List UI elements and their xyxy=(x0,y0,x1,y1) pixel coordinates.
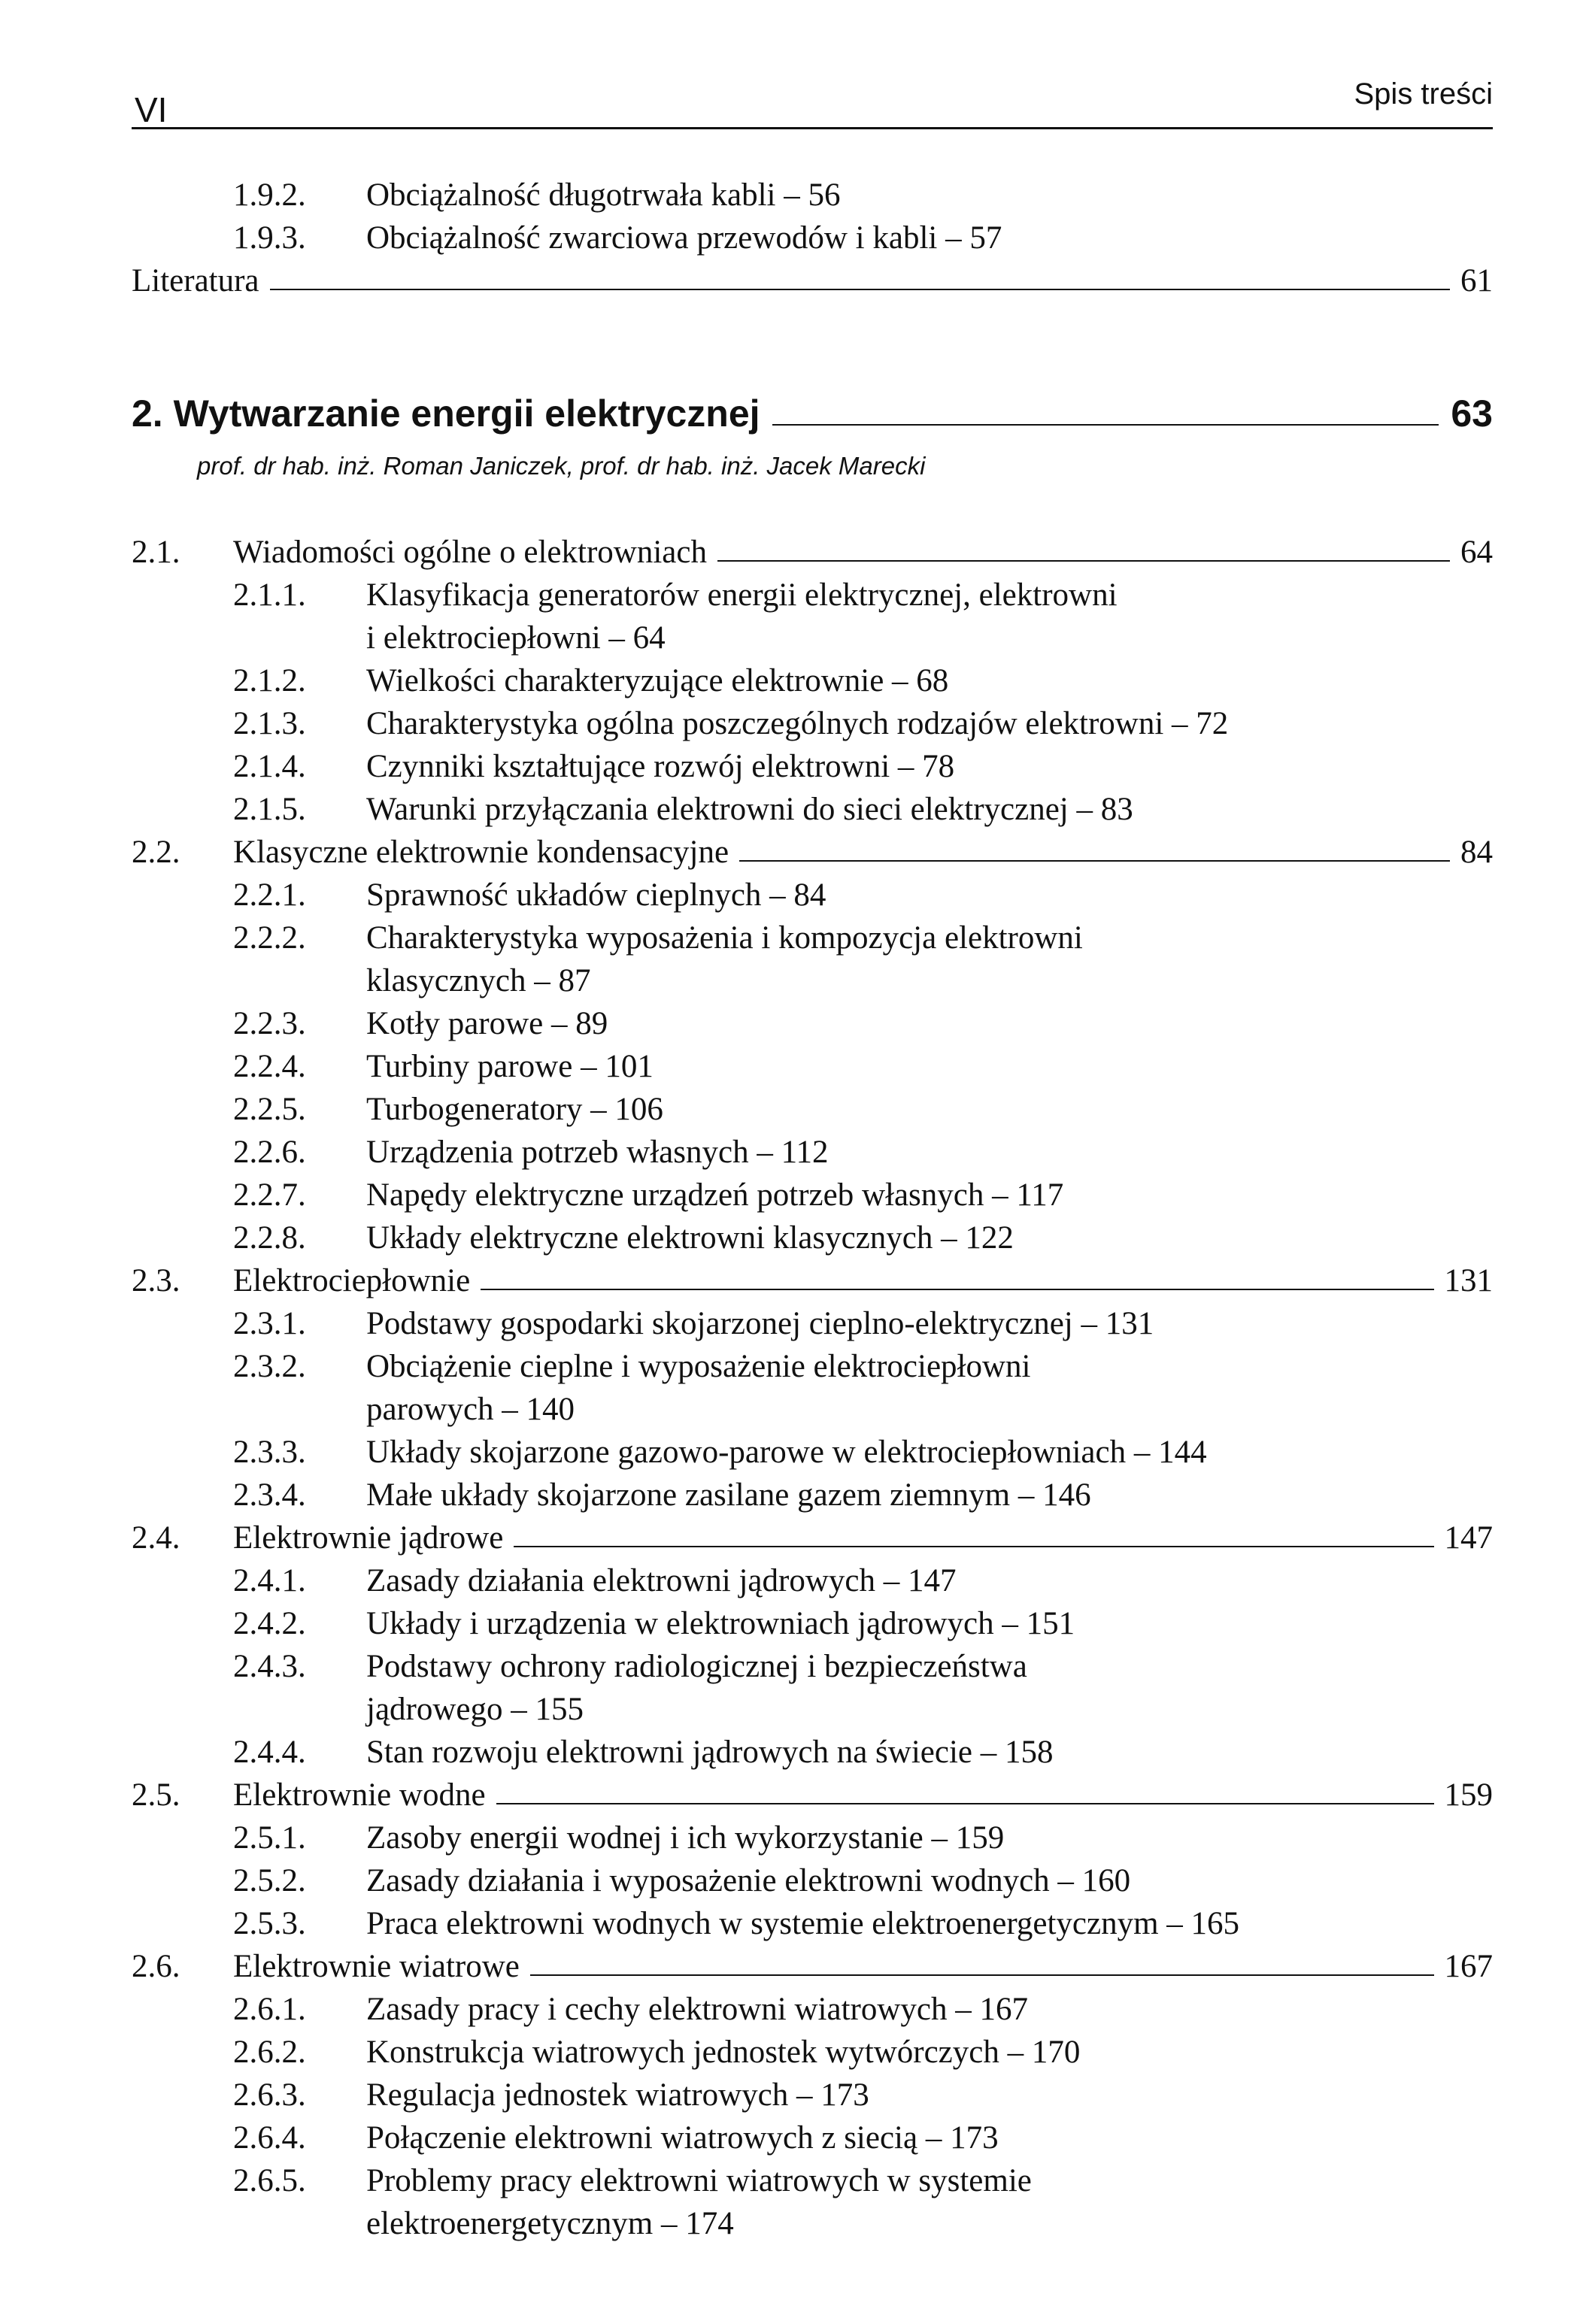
subsection-number: 2.6.5. xyxy=(233,2163,306,2198)
section-page: 147 xyxy=(1444,1520,1493,1556)
subsection-number: 2.6.1. xyxy=(233,1992,306,2027)
subsection-title: Klasyfikacja generatorów energii elektrycznej, elektrowni xyxy=(366,577,1118,613)
leader-line xyxy=(270,289,1450,290)
toc-subsection xyxy=(233,1649,1027,1727)
subsection-title: Układy skojarzone gazowo-parowe w elektrociepłowniach – 144 xyxy=(366,1435,1207,1470)
subsection-title: Sprawność układów cieplnych – 84 xyxy=(366,877,826,913)
subsection-number: 2.2.6. xyxy=(233,1135,306,1170)
section-title: Wiadomości ogólne o elektrowniach xyxy=(233,535,707,570)
subsection-title: Stan rozwoju elektrowni jądrowych na świecie – 158 xyxy=(366,1735,1054,1770)
literatura-page: 61 xyxy=(1460,263,1493,298)
subsection-title: Charakterystyka wyposażenia i kompozycja elektrowni xyxy=(366,920,1083,956)
section-number: 2.4. xyxy=(132,1520,180,1556)
subsection-title-cont: parowych – 140 xyxy=(366,1392,575,1427)
subsection-title: Regulacja jednostek wiatrowych – 173 xyxy=(366,2077,869,2113)
leader-line xyxy=(717,560,1450,562)
subsection-number: 2.2.8. xyxy=(233,1220,306,1256)
section-number: 2.2. xyxy=(132,835,180,870)
chapter-title: 2. Wytwarzanie energii elektrycznej xyxy=(132,392,760,435)
leader-line xyxy=(496,1803,1434,1804)
toc-subsection xyxy=(233,1220,1014,1256)
subsection-title: Małe układy skojarzone zasilane gazem ziemnym – 146 xyxy=(366,1477,1091,1513)
subsection-number: 2.5.1. xyxy=(233,1820,306,1856)
subsection-number: 2.4.3. xyxy=(233,1649,306,1684)
toc-subsection xyxy=(233,2163,1032,2241)
subsection-title: Problemy pracy elektrowni wiatrowych w systemie xyxy=(366,2163,1032,2198)
toc-subsection xyxy=(233,1606,1075,1641)
section-number: 2.6. xyxy=(132,1949,180,1984)
subsection-number: 2.1.1. xyxy=(233,577,306,613)
subsection-title: Charakterystyka ogólna poszczególnych rodzajów elektrowni – 72 xyxy=(366,706,1229,741)
section-title: Klasyczne elektrownie kondensacyjne xyxy=(233,835,729,870)
subsection-title: Turbiny parowe – 101 xyxy=(366,1049,654,1084)
subsection-number: 2.4.2. xyxy=(233,1606,306,1641)
section-page: 84 xyxy=(1460,835,1493,870)
section-title: Elektrownie wodne xyxy=(233,1777,486,1813)
toc-subsection xyxy=(233,1135,829,1170)
subsection-title: Wielkości charakteryzujące elektrownie – 68 xyxy=(366,663,949,698)
toc-subsection xyxy=(233,749,955,784)
subsection-title-cont: elektroenergetycznym – 174 xyxy=(366,2206,734,2241)
toc-section xyxy=(132,1522,1493,1554)
page-number: VI xyxy=(135,90,168,129)
toc-subsection xyxy=(233,1306,1154,1341)
subsection-title: Podstawy gospodarki skojarzonej cieplno-elektrycznej – 131 xyxy=(366,1306,1154,1341)
toc-subsection xyxy=(233,2077,869,2113)
toc-section xyxy=(132,536,1493,568)
running-head xyxy=(132,79,1493,129)
subsection-title: Napędy elektryczne urządzeń potrzeb własnych – 117 xyxy=(366,1177,1064,1213)
subsection-number: 2.5.3. xyxy=(233,1906,306,1941)
subsection-number: 2.2.2. xyxy=(233,920,306,956)
subsection-title: Układy elektryczne elektrowni klasycznych – 122 xyxy=(366,1220,1014,1256)
toc-subsection xyxy=(233,1735,1054,1770)
subsection-number: 2.4.1. xyxy=(233,1563,306,1598)
entry-number: 1.9.3. xyxy=(233,220,306,256)
toc-subsection xyxy=(233,1177,1064,1213)
toc-subsection xyxy=(233,920,1083,998)
leader-line xyxy=(772,424,1439,426)
subsection-number: 2.3.2. xyxy=(233,1349,306,1384)
subsection-title: Zasoby energii wodnej i ich wykorzystanie – 159 xyxy=(366,1820,1005,1856)
toc-subsection xyxy=(233,1349,1031,1427)
section-number: 2.5. xyxy=(132,1777,180,1813)
subsection-number: 2.1.4. xyxy=(233,749,306,784)
section-number: 2.1. xyxy=(132,535,180,570)
toc-subsection xyxy=(233,1049,654,1084)
section-page: 167 xyxy=(1444,1949,1493,1984)
chapter-authors: prof. dr hab. inż. Roman Janiczek, prof. dr hab. inż. Jacek Marecki xyxy=(197,452,926,480)
toc-subsection xyxy=(233,577,1118,656)
subsection-title: Praca elektrowni wodnych w systemie elektroenergetycznym – 165 xyxy=(366,1906,1240,1941)
subsection-number: 2.2.4. xyxy=(233,1049,306,1084)
subsection-title: Konstrukcja wiatrowych jednostek wytwórczych – 170 xyxy=(366,2035,1081,2070)
toc-subsection xyxy=(233,706,1229,741)
section-title: Elektrownie wiatrowe xyxy=(233,1949,520,1984)
subsection-title: Połączenie elektrowni wiatrowych z siecią – 173 xyxy=(366,2120,999,2156)
subsection-number: 2.6.4. xyxy=(233,2120,306,2156)
toc-section xyxy=(132,1779,1493,1811)
subsection-number: 2.2.3. xyxy=(233,1006,306,1041)
entry-title: Obciążalność zwarciowa przewodów i kabli – 57 xyxy=(366,220,1002,256)
toc-subsection xyxy=(233,1563,957,1598)
subsection-title: Kotły parowe – 89 xyxy=(366,1006,608,1041)
subsection-title-cont: i elektrociepłowni – 64 xyxy=(366,620,666,656)
subsection-title: Układy i urządzenia w elektrowniach jądrowych – 151 xyxy=(366,1606,1075,1641)
section-page: 64 xyxy=(1460,535,1493,570)
subsection-number: 2.4.4. xyxy=(233,1735,306,1770)
section-page: 159 xyxy=(1444,1777,1493,1813)
leader-line xyxy=(514,1546,1433,1547)
subsection-title: Obciążenie cieplne i wyposażenie elektrociepłowni xyxy=(366,1349,1031,1384)
subsection-title: Turbogeneratory – 106 xyxy=(366,1092,663,1127)
subsection-number: 2.2.1. xyxy=(233,877,306,913)
toc-section xyxy=(132,1950,1493,1983)
subsection-title: Zasady działania elektrowni jądrowych – 147 xyxy=(366,1563,957,1598)
subsection-title: Urządzenia potrzeb własnych – 112 xyxy=(366,1135,829,1170)
toc-literatura xyxy=(132,265,1493,297)
toc-subsection xyxy=(233,1092,663,1127)
toc-subsection xyxy=(233,877,826,913)
subsection-number: 2.3.4. xyxy=(233,1477,306,1513)
subsection-number: 2.1.3. xyxy=(233,706,306,741)
toc-subsection xyxy=(233,2120,999,2156)
toc-subsection xyxy=(233,1863,1131,1898)
toc-subsection xyxy=(233,1435,1207,1470)
section-title: Elektrociepłownie xyxy=(233,1263,471,1298)
toc-subsection xyxy=(233,792,1133,827)
subsection-number: 2.5.2. xyxy=(233,1863,306,1898)
subsection-title: Warunki przyłączania elektrowni do sieci elektrycznej – 83 xyxy=(366,792,1133,827)
toc-subsection xyxy=(233,1906,1240,1941)
toc-subsection xyxy=(233,1477,1091,1513)
subsection-title: Zasady działania i wyposażenie elektrowni wodnych – 160 xyxy=(366,1863,1131,1898)
subsection-title-cont: jądrowego – 155 xyxy=(366,1692,584,1727)
toc-subsection xyxy=(233,663,949,698)
subsection-title: Zasady pracy i cechy elektrowni wiatrowych – 167 xyxy=(366,1992,1028,2027)
leader-line xyxy=(739,860,1450,862)
subsection-number: 2.6.2. xyxy=(233,2035,306,2070)
toc-entry xyxy=(233,220,1002,256)
subsection-title-cont: klasycznych – 87 xyxy=(366,963,591,998)
entry-title: Obciążalność długotrwała kabli – 56 xyxy=(366,177,841,213)
subsection-number: 2.2.7. xyxy=(233,1177,306,1213)
subsection-number: 2.2.5. xyxy=(233,1092,306,1127)
subsection-number: 2.3.3. xyxy=(233,1435,306,1470)
subsection-number: 2.6.3. xyxy=(233,2077,306,2113)
entry-number: 1.9.2. xyxy=(233,177,306,213)
subsection-title: Podstawy ochrony radiologicznej i bezpieczeństwa xyxy=(366,1649,1027,1684)
toc-subsection xyxy=(233,2035,1081,2070)
chapter-page: 63 xyxy=(1451,392,1493,435)
toc-section xyxy=(132,836,1493,868)
section-page: 131 xyxy=(1444,1263,1493,1298)
literatura-label: Literatura xyxy=(132,263,259,298)
subsection-number: 2.1.5. xyxy=(233,792,306,827)
toc-subsection xyxy=(233,1992,1028,2027)
running-title: Spis treści xyxy=(1354,77,1493,111)
section-number: 2.3. xyxy=(132,1263,180,1298)
leader-line xyxy=(481,1289,1433,1290)
toc-entry xyxy=(233,177,841,213)
chapter-heading xyxy=(132,392,1493,435)
subsection-number: 2.1.2. xyxy=(233,663,306,698)
subsection-title: Czynniki kształtujące rozwój elektrowni – 78 xyxy=(366,749,955,784)
subsection-number: 2.3.1. xyxy=(233,1306,306,1341)
section-title: Elektrownie jądrowe xyxy=(233,1520,504,1556)
leader-line xyxy=(530,1974,1434,1976)
toc-subsection xyxy=(233,1820,1005,1856)
toc-subsection xyxy=(233,1006,608,1041)
toc-section xyxy=(132,1265,1493,1297)
